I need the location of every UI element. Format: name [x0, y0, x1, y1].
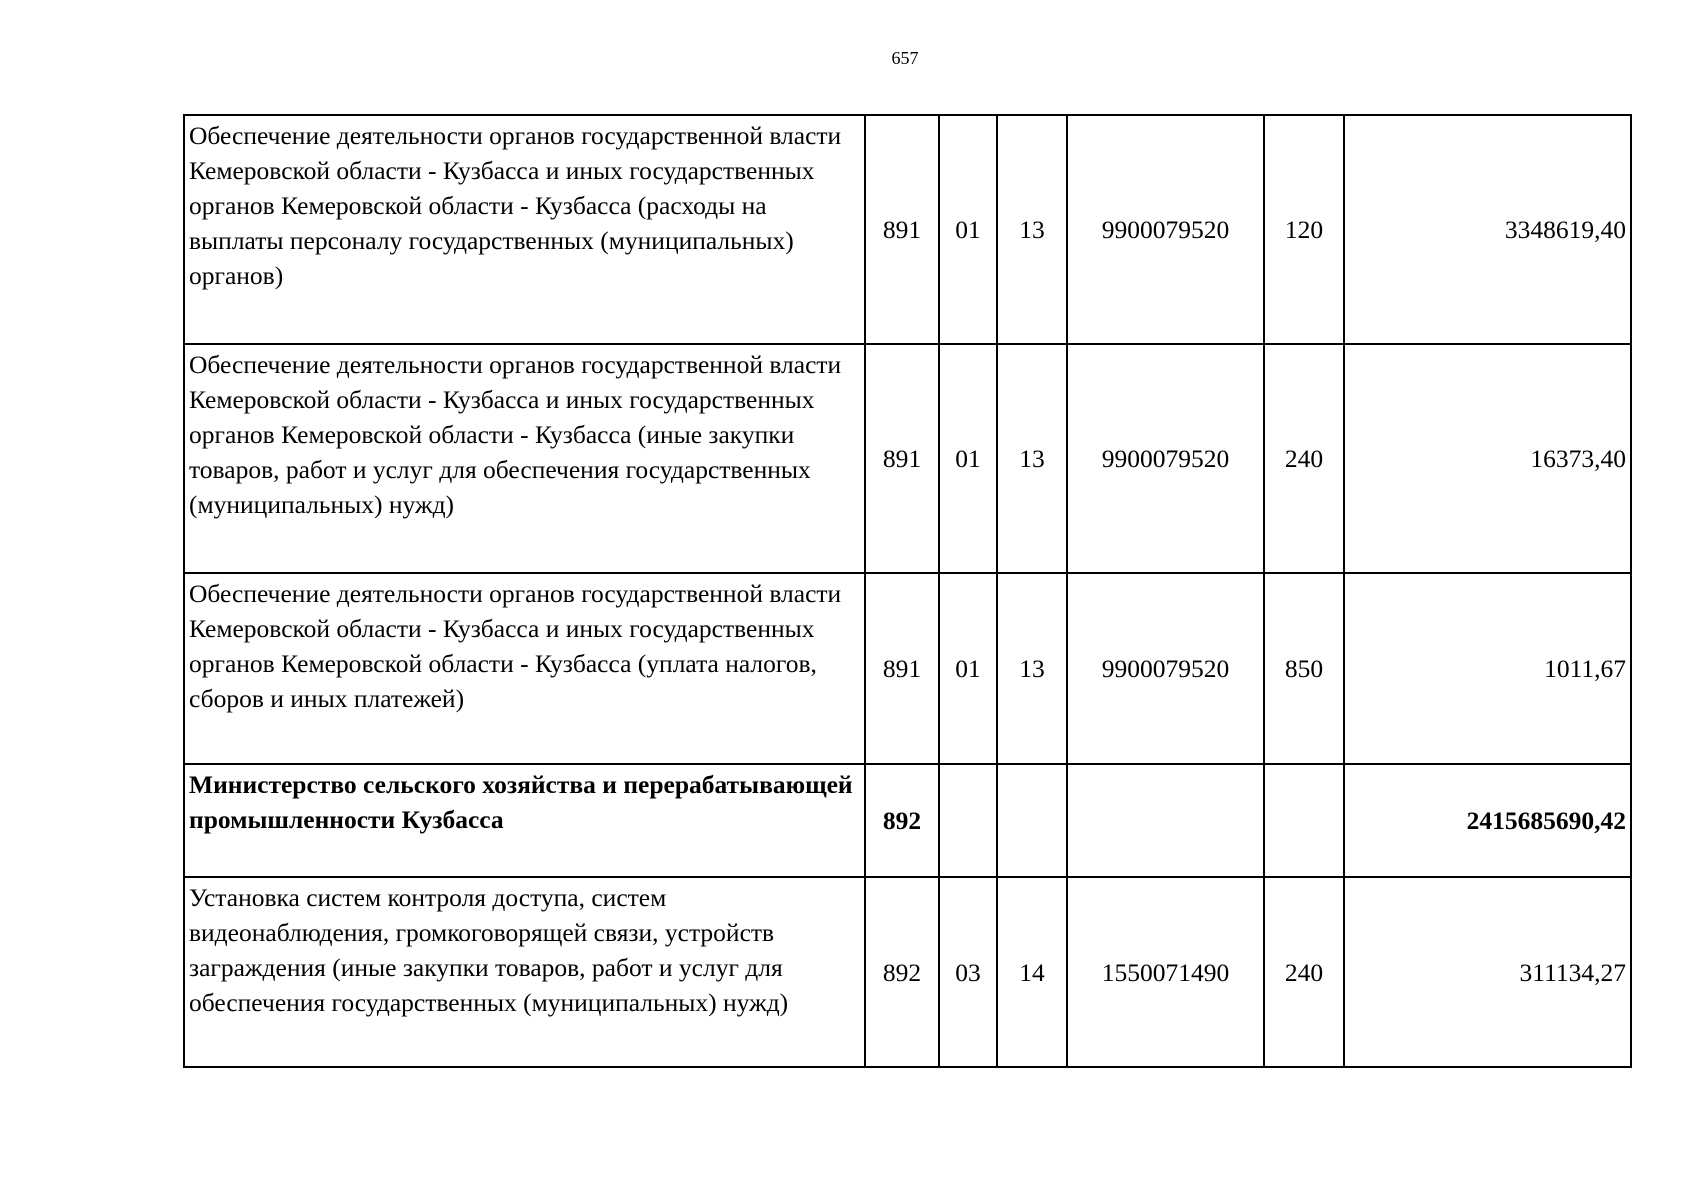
table-row — [184, 344, 1631, 573]
amount-cell: 16373,40 — [1344, 344, 1631, 573]
target-article-cell: 1550071490 — [1067, 877, 1264, 1067]
target-article-cell: 9900079520 — [1067, 344, 1264, 573]
amount-cell: 1011,67 — [1344, 573, 1631, 764]
expense-name-cell: Обеспечение деятельности органов государственной власти Кемеровской области - Кузбасса и иных государственных органов Кемеровской области - Кузбасса (уплата налогов, сборов и иных платежей) — [184, 573, 865, 764]
table-row — [184, 115, 1631, 344]
amount-cell: 311134,27 — [1344, 877, 1631, 1067]
expense-type-cell: 850 — [1264, 573, 1344, 764]
ministry-code-cell: 891 — [865, 344, 939, 573]
ministry-code-cell: 891 — [865, 573, 939, 764]
subsection-code-cell: 14 — [997, 877, 1067, 1067]
subsection-code-cell: 13 — [997, 573, 1067, 764]
page-number: 657 — [891, 48, 919, 68]
table-row — [184, 573, 1631, 764]
subsection-code-cell — [997, 764, 1067, 877]
expense-name-cell: Обеспечение деятельности органов государственной власти Кемеровской области - Кузбасса и иных государственных органов Кемеровской области - Кузбасса (расходы на выплаты персоналу государственных (муниципальных) органов) — [184, 115, 865, 344]
ministry-code-cell: 892 — [865, 764, 939, 877]
ministry-code-cell: 891 — [865, 115, 939, 344]
expense-type-cell: 120 — [1264, 115, 1344, 344]
expense-name-cell: Министерство сельского хозяйства и перерабатывающей промышленности Кузбасса — [184, 764, 865, 877]
amount-cell: 2415685690,42 — [1344, 764, 1631, 877]
subsection-code-cell: 13 — [997, 344, 1067, 573]
table-row — [184, 764, 1631, 877]
section-code-cell: 01 — [939, 115, 997, 344]
table-row — [184, 877, 1631, 1067]
target-article-cell: 9900079520 — [1067, 115, 1264, 344]
section-code-cell — [939, 764, 997, 877]
section-code-cell: 01 — [939, 344, 997, 573]
target-article-cell: 9900079520 — [1067, 573, 1264, 764]
expense-type-cell: 240 — [1264, 344, 1344, 573]
expense-type-cell — [1264, 764, 1344, 877]
expense-type-cell: 240 — [1264, 877, 1344, 1067]
target-article-cell — [1067, 764, 1264, 877]
section-code-cell: 01 — [939, 573, 997, 764]
subsection-code-cell: 13 — [997, 115, 1067, 344]
budget-table — [183, 114, 1632, 1068]
amount-cell: 3348619,40 — [1344, 115, 1631, 344]
ministry-code-cell: 892 — [865, 877, 939, 1067]
section-code-cell: 03 — [939, 877, 997, 1067]
expense-name-cell: Обеспечение деятельности органов государственной власти Кемеровской области - Кузбасса и иных государственных органов Кемеровской области - Кузбасса (иные закупки товаров, работ и услуг для обеспечения государственных (муниципальных) нужд) — [184, 344, 865, 573]
expense-name-cell: Установка систем контроля доступа, систем видеонаблюдения, громкоговорящей связи, устройств заграждения (иные закупки товаров, работ и услуг для обеспечения государственных (муниципальных) нужд) — [184, 877, 865, 1067]
